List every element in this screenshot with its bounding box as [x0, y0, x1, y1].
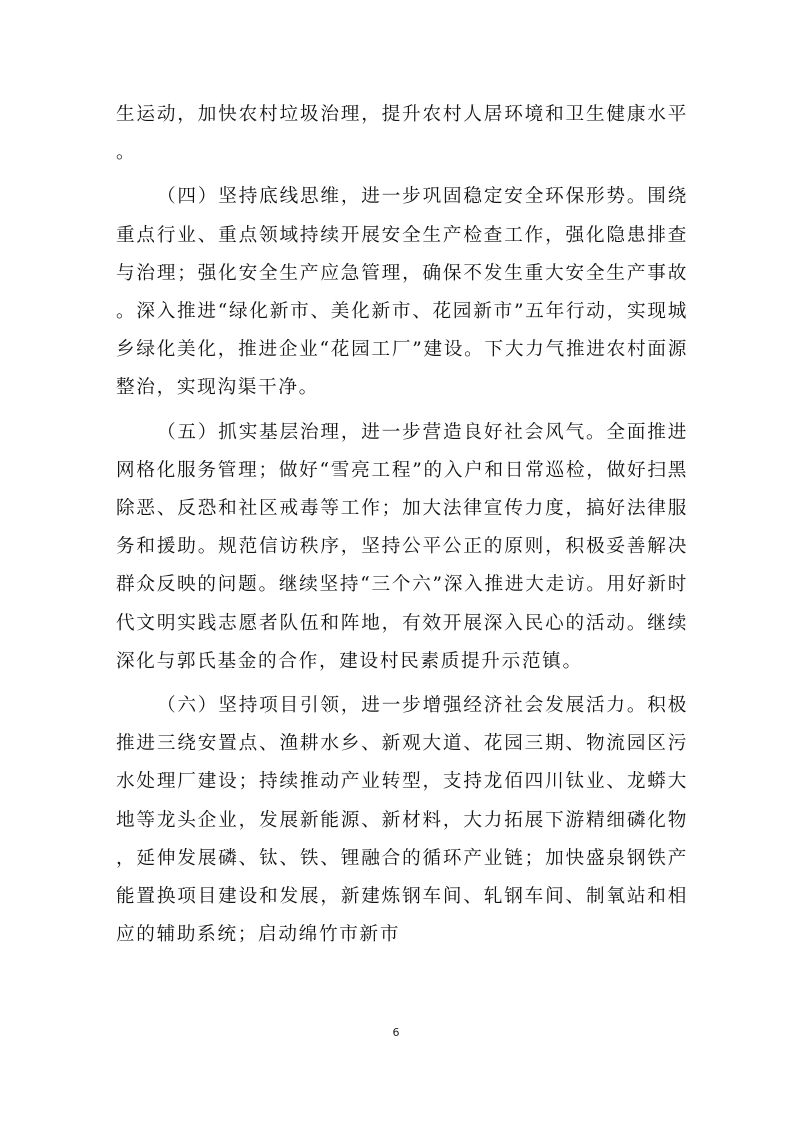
body-text — [116, 96, 688, 954]
paragraph-continuation: 生运动，加快农村垃圾治理，提升农村人居环境和卫生健康水平。 — [116, 104, 688, 164]
page-number: 6 — [392, 1026, 400, 1039]
paragraph-section-6: （六）坚持项目引领，进一步增强经济社会发展活力。积极推进三绕安置点、渔耕水乡、新观大道、花园三期、物流园区污水处理厂建设；持续推动产业转型，支持龙佰四川钛业、龙蟒大地等龙头企业，发展新能源、新材料，大力拓展下游精细磷化物，延伸发展磷、钛、铁、锂融合的循环产业链；加快盛泉钢铁产能置换项目建设和发展，新建炼钢车间、轧钢车间、制氧站和相应的辅助系统；启动绵竹市新市 — [116, 695, 688, 946]
paragraph-section-4: （四）坚持底线思维，进一步巩固稳定安全环保形势。围绕重点行业、重点领域持续开展安全生产检查工作，强化隐患排查与治理；强化安全生产应急管理，确保不发生重大安全生产事故。深入推进“绿化新市、美化新市、花园新市”五年行动，实现城乡绿化美化，推进企业“花园工厂”建设。下大力气推进农村面源整治，实现沟渠干净。 — [116, 186, 688, 399]
paragraph-section-5: （五）抓实基层治理，进一步营造良好社会风气。全面推进网格化服务管理；做好“雪亮工程”的入户和日常巡检，做好扫黑除恶、反恐和社区戒毒等工作；加大法律宣传力度，搞好法律服务和援助。规范信访秩序，坚持公平公正的原则，积极妥善解决群众反映的问题。继续坚持“三个六”深入推进大走访。用好新时代文明实践志愿者队伍和阵地，有效开展深入民心的活动。继续深化与郭氏基金的合作，建设村民素质提升示范镇。 — [116, 421, 688, 672]
